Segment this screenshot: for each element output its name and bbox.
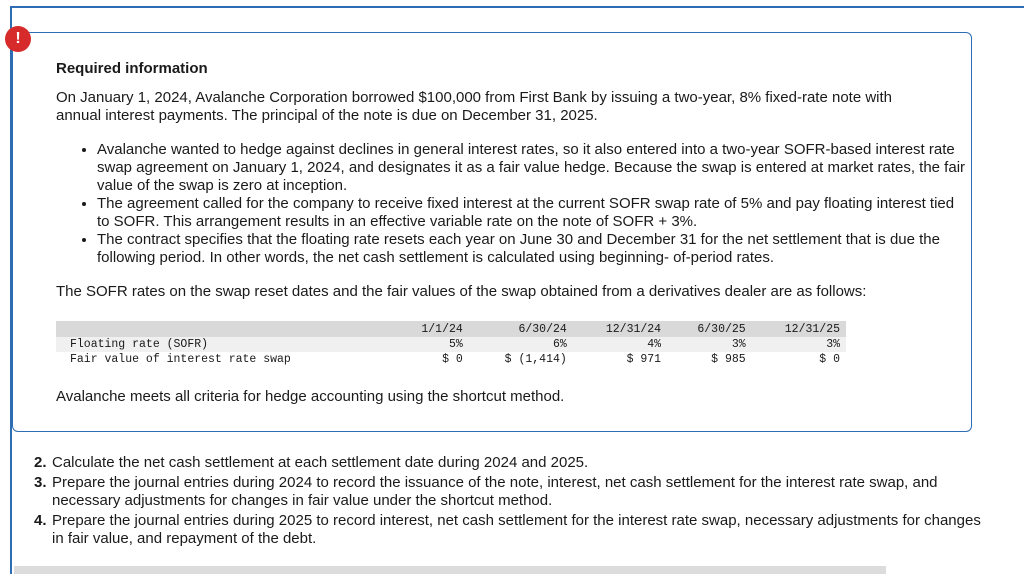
bullet-list bbox=[83, 141, 967, 267]
table-header-blank bbox=[56, 321, 394, 337]
question-text: Prepare the journal entries during 2024 to record the issuance of the note, interest, net cash settlement for the interest rate swap, and necessary adjustments for changes in fair value under the shortcut method. bbox=[52, 474, 938, 509]
table-cell: $ 971 bbox=[573, 352, 667, 367]
row-label: Fair value of interest rate swap bbox=[56, 352, 394, 367]
table-header-date: 12/31/25 bbox=[752, 321, 846, 337]
table-header-date: 6/30/25 bbox=[667, 321, 752, 337]
bullet-item: • The contract specifies that the floating rate resets each year on June 30 and December 31 for the net settlement that is due the following period. In other words, the net cash settlement is calculated using beginning- of-period rates. bbox=[97, 231, 967, 267]
table-cell: 5% bbox=[394, 337, 469, 352]
required-information-panel bbox=[12, 32, 972, 432]
table-row bbox=[56, 337, 846, 352]
intro-paragraph: On January 1, 2024, Avalanche Corporation borrowed $100,000 from First Bank by issuing a two-year, 8% fixed-rate note with annual interest payments. The principal of the note is due on December 31, 2025. bbox=[56, 89, 893, 124]
table-row bbox=[56, 352, 846, 367]
table-cell: $ 0 bbox=[752, 352, 846, 367]
bullet-item: • The agreement called for the company to receive fixed interest at the current SOFR swap rate of 5% and pay floating interest tied to SOFR. This arrangement results in an effective variable rate on the note of SOFR + 3%. bbox=[97, 195, 967, 231]
question-number: 2. bbox=[34, 454, 47, 471]
sofr-rates-table bbox=[56, 321, 846, 367]
question-number: 4. bbox=[34, 512, 47, 529]
question-text: Prepare the journal entries during 2025 to record interest, net cash settlement for the interest rate swap, necessary adjustments for changes in fair value, and repayment of the debt. bbox=[52, 512, 981, 547]
question-item bbox=[34, 454, 994, 472]
alert-icon: ! bbox=[5, 26, 31, 52]
sofr-intro-text: The SOFR rates on the swap reset dates and the fair values of the swap obtained from a derivatives dealer are as follows: bbox=[56, 283, 867, 300]
table-cell: 3% bbox=[667, 337, 752, 352]
table-cell: 6% bbox=[469, 337, 573, 352]
question-number: 3. bbox=[34, 474, 47, 491]
table-header-date: 12/31/24 bbox=[573, 321, 667, 337]
table-cell: 4% bbox=[573, 337, 667, 352]
table-cell: $ 0 bbox=[394, 352, 469, 367]
table-cell: $ (1,414) bbox=[469, 352, 573, 367]
table-header-date: 1/1/24 bbox=[394, 321, 469, 337]
table-header-row bbox=[56, 321, 846, 337]
question-text: Calculate the net cash settlement at each settlement date during 2024 and 2025. bbox=[52, 454, 589, 471]
horizontal-scrollbar[interactable] bbox=[14, 566, 886, 574]
question-item bbox=[34, 474, 994, 510]
row-label: Floating rate (SOFR) bbox=[56, 337, 394, 352]
table-header-date: 6/30/24 bbox=[469, 321, 573, 337]
top-border bbox=[10, 6, 1024, 8]
table-cell: $ 985 bbox=[667, 352, 752, 367]
question-item bbox=[34, 512, 994, 548]
shortcut-method-note: Avalanche meets all criteria for hedge accounting using the shortcut method. bbox=[56, 388, 565, 405]
bullet-item: • Avalanche wanted to hedge against declines in general interest rates, so it also entered into a two-year SOFR-based interest rate swap agreement on January 1, 2024, and designates it as a fair value hedge. Because the swap is entered at market rates, the fair value of the swap is zero at inception. bbox=[97, 141, 967, 195]
panel-title: Required information bbox=[56, 60, 208, 77]
table-cell: 3% bbox=[752, 337, 846, 352]
question-list bbox=[34, 454, 994, 550]
